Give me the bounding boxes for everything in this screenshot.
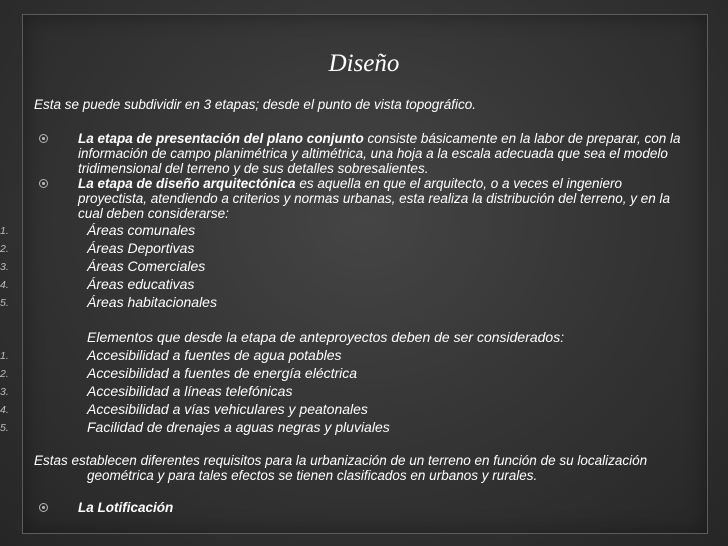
list-item xyxy=(0,400,694,418)
list-number: 1. xyxy=(0,350,9,362)
slide-title: Diseño xyxy=(328,50,400,77)
list-text: Accesibilidad a fuentes de agua potables xyxy=(87,347,342,363)
list-text: Áreas educativas xyxy=(87,276,195,292)
list-item xyxy=(0,239,694,257)
list-text: Facilidad de drenajes a aguas negras y pluviales xyxy=(87,419,390,435)
last-bullet-text: La Lotificación xyxy=(78,500,174,515)
intro-text: Esta se puede subdividir en 3 etapas; desde el punto de vista topográfico. xyxy=(34,97,477,112)
list-text: Áreas Deportivas xyxy=(87,240,195,256)
list-text: Áreas habitacionales xyxy=(87,294,217,310)
list-item xyxy=(0,382,694,400)
list-number: 4. xyxy=(0,404,9,416)
list-text: Accesibilidad a fuentes de energía eléctrica xyxy=(87,365,358,381)
bullet-text: consiste básicamente en la labor de preparar, con la información de campo planimétrica y altimétrica, una hoja a la escala adecuada que sea el modelo tridimensional del terreno y de sus detalles sobresalientes. xyxy=(78,131,681,176)
closing-text: Estas establecen diferentes requisitos para la urbanización de un terreno en función de su localización geométrica y para tales efectos se tienen clasificados en urbanos y rurales. xyxy=(34,453,648,483)
circle-dot-bullet-icon xyxy=(39,134,48,143)
list-item xyxy=(0,257,694,275)
list-item xyxy=(0,418,694,436)
areas-list xyxy=(0,221,694,311)
list-number: 3. xyxy=(0,261,9,273)
bullet-bold-text: La etapa de diseño arquitectónica xyxy=(78,176,296,191)
list-item xyxy=(0,364,694,382)
slide-body xyxy=(0,97,694,515)
list-text: Áreas comunales xyxy=(87,222,196,238)
list-number: 2. xyxy=(0,368,9,380)
list-text: Áreas Comerciales xyxy=(87,258,206,274)
bullet-item xyxy=(34,176,694,221)
list-number: 3. xyxy=(0,386,9,398)
list-number: 1. xyxy=(0,225,9,237)
circle-dot-bullet-icon xyxy=(39,503,48,512)
bullet-item xyxy=(34,500,694,515)
spacer xyxy=(34,311,694,328)
bullet-item xyxy=(34,131,694,176)
bullet-bold-text: La etapa de presentación del plano conjunto xyxy=(78,131,364,146)
list-item xyxy=(0,346,694,364)
list2-heading: Elementos que desde la etapa de anteproyectos deben de ser considerados: xyxy=(87,329,565,345)
spacer xyxy=(34,483,694,500)
list-number: 5. xyxy=(0,422,9,434)
circle-dot-bullet-icon xyxy=(39,179,48,188)
list-item xyxy=(0,221,694,239)
list-number: 5. xyxy=(0,297,9,309)
elements-list xyxy=(0,346,694,436)
list-item xyxy=(0,293,694,311)
list-text: Accesibilidad a vías vehiculares y peatonales xyxy=(87,401,368,417)
list-text: Accesibilidad a líneas telefónicas xyxy=(87,383,293,399)
list-number: 2. xyxy=(0,243,9,255)
list-item xyxy=(0,275,694,293)
list-number: 4. xyxy=(0,279,9,291)
spacer xyxy=(34,436,694,453)
bullet-text: es aquella en que el arquitecto, o a veces el ingeniero proyectista, atendiendo a criterios y normas urbanas, esta realiza la distribución del terreno, y en la cual deben considerarse: xyxy=(78,176,671,221)
